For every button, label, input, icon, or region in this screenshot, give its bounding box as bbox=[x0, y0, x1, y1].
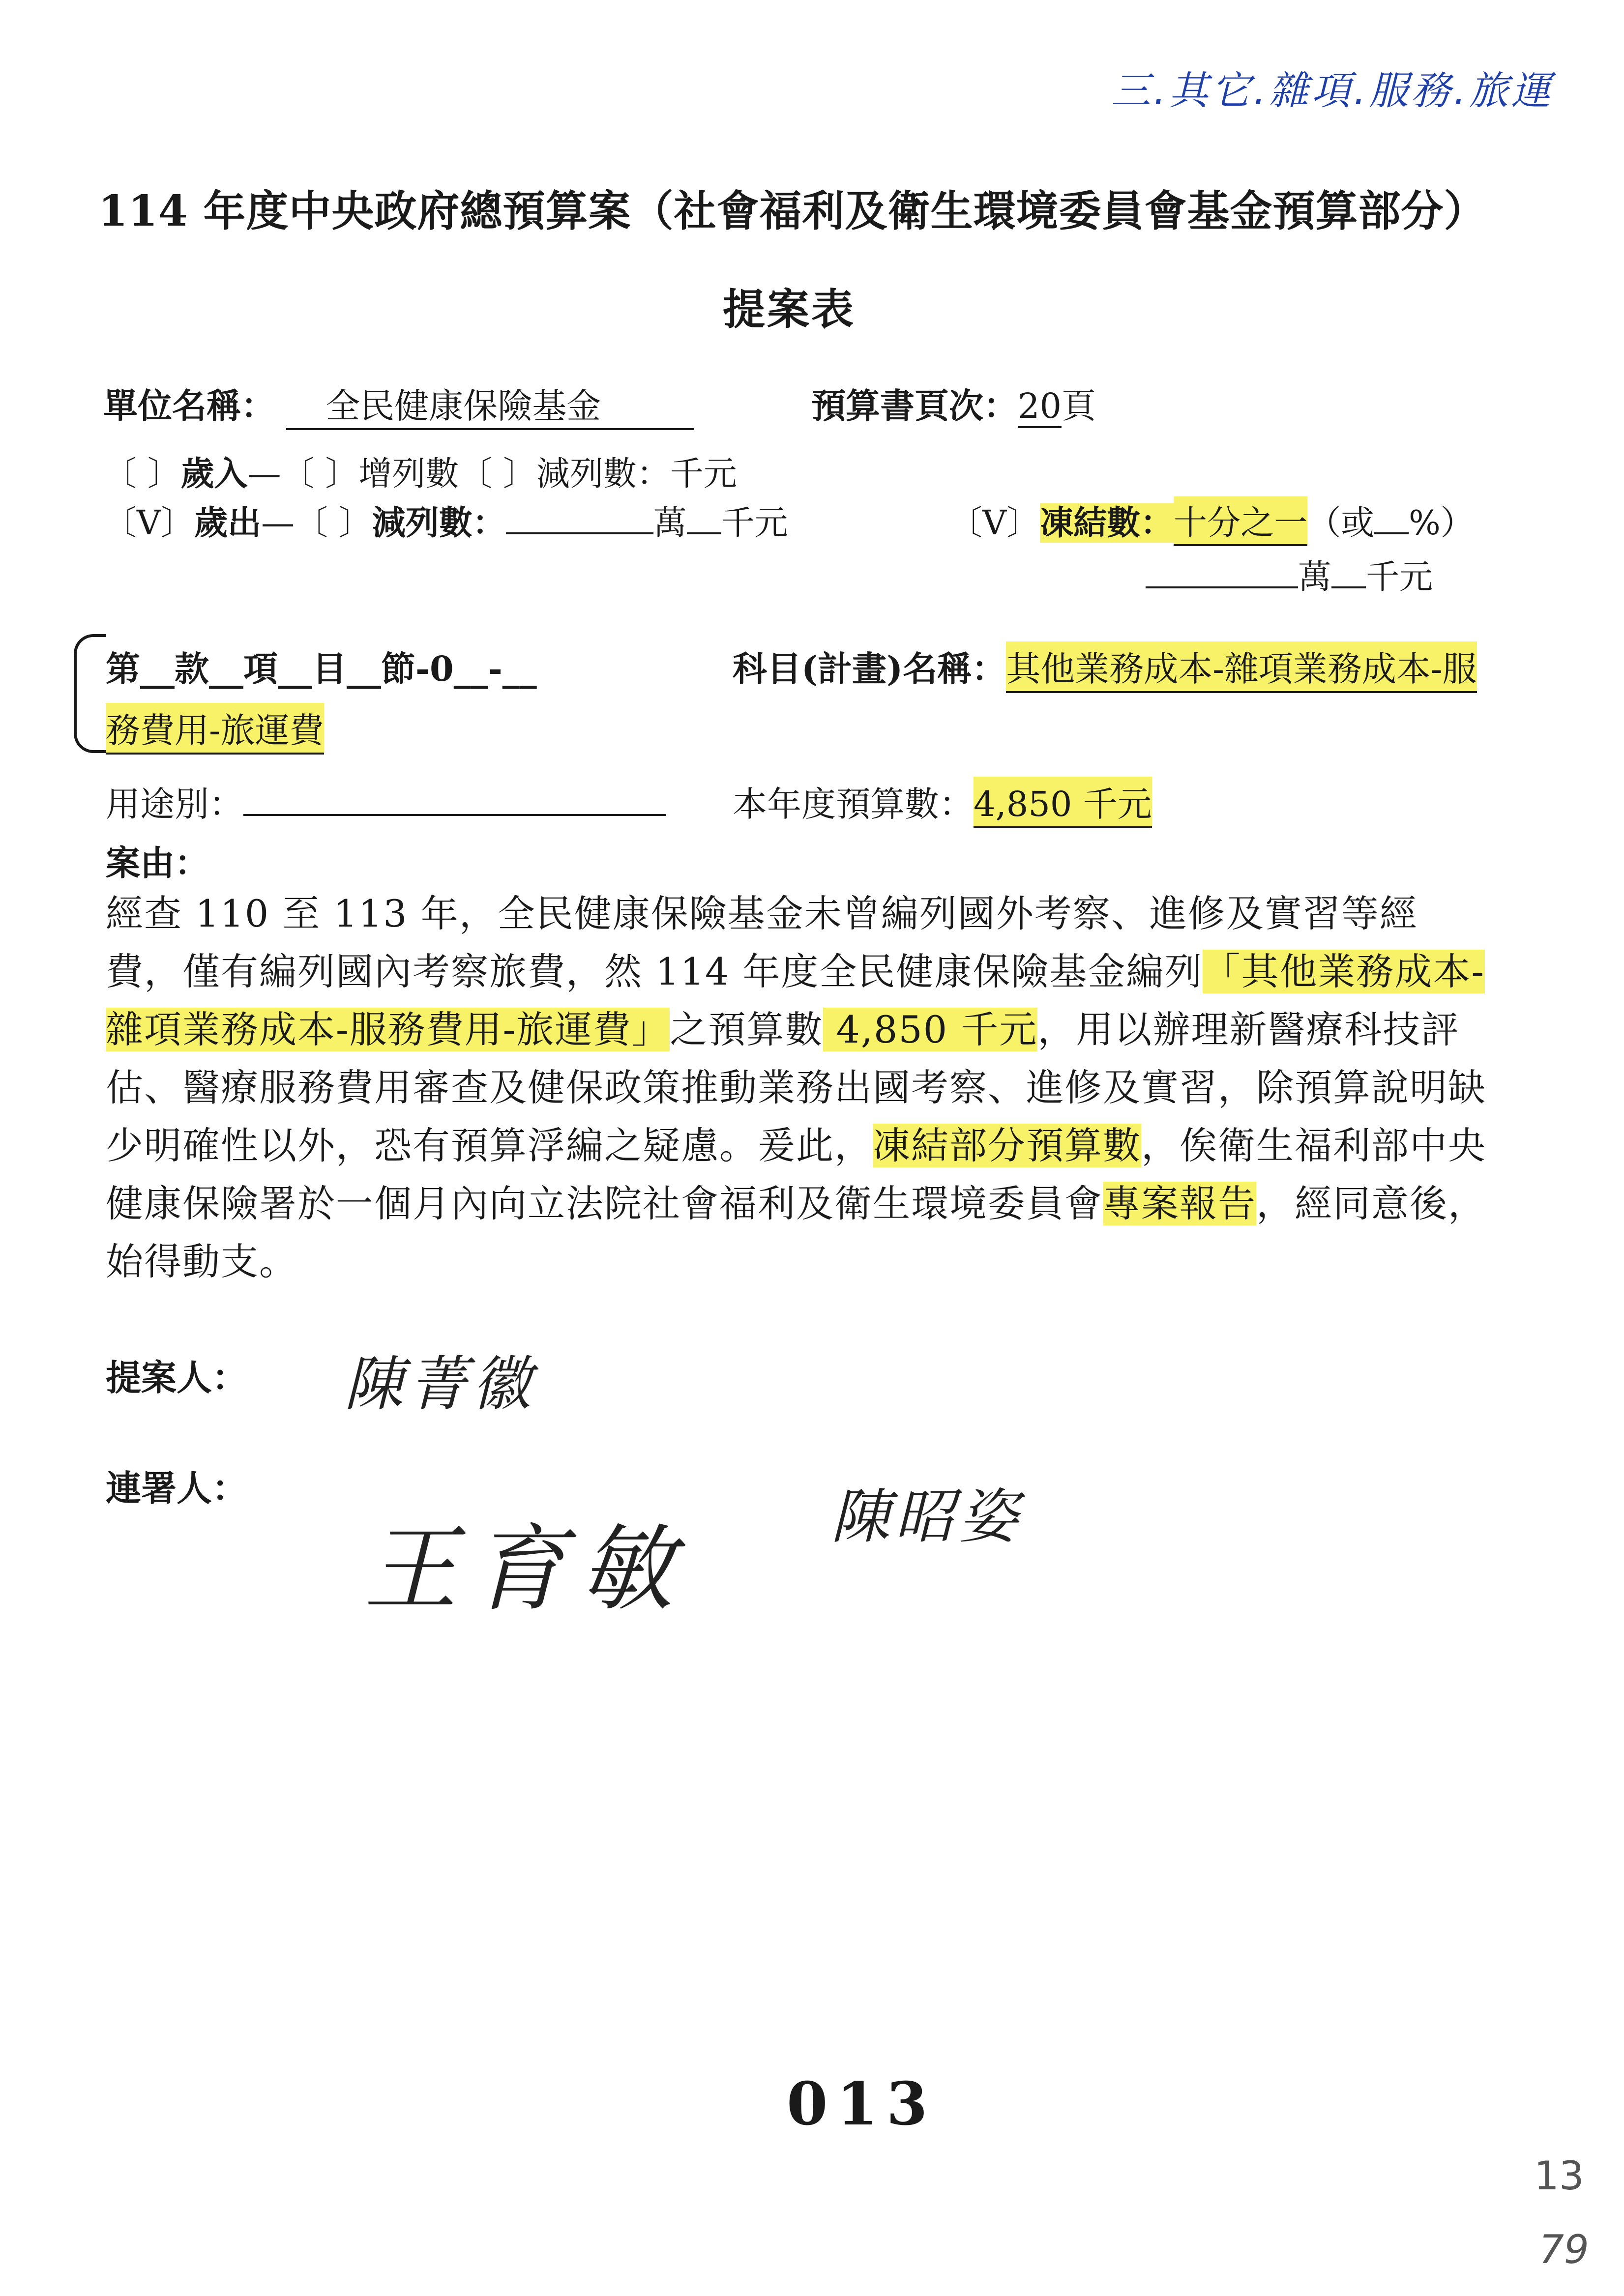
freeze-label: 凍結數： bbox=[1040, 503, 1174, 543]
freeze-percent-blank bbox=[1374, 502, 1409, 534]
freeze-line bbox=[949, 496, 1474, 546]
unit-value: 全民健康保險基金 bbox=[286, 378, 694, 430]
freeze-wan-blank bbox=[1146, 556, 1298, 588]
usage-label: 用途別： bbox=[106, 784, 243, 824]
freeze-percent: %） bbox=[1409, 504, 1474, 543]
reason-highlight-subject: 「其他業務成本-雜項業務成本-服務費用-旅運費」 bbox=[106, 950, 1485, 1051]
subject-label: 科目(計畫)名稱： bbox=[733, 648, 1006, 689]
freeze-or: （或 bbox=[1307, 504, 1375, 543]
budget-label: 本年度預算數： bbox=[733, 784, 974, 824]
freeze-wan-unit: 萬 bbox=[1298, 558, 1332, 597]
reason-paragraph bbox=[106, 885, 1492, 1291]
reason-highlight-amount: 4,850 千元 bbox=[823, 1008, 1038, 1051]
freeze-amount-line bbox=[1146, 551, 1433, 598]
budget-row bbox=[733, 777, 1152, 828]
page-ref-label: 預算書頁次： bbox=[811, 385, 1018, 426]
corner-note-a: 13 bbox=[1534, 2153, 1584, 2199]
subject-value-line2: 務費用-旅運費 bbox=[106, 703, 324, 755]
reason-label: 案由： bbox=[106, 843, 209, 883]
expense-line bbox=[103, 496, 788, 544]
revenue-line bbox=[103, 447, 737, 495]
usage-blank bbox=[243, 783, 666, 816]
reduce-qian-unit: 千元 bbox=[721, 504, 788, 543]
unit-label: 單位名稱： bbox=[103, 385, 275, 426]
document-title: 114 年度中央政府總預算案（社會福利及衛生環境委員會基金預算部分） bbox=[98, 186, 1487, 236]
document-subtitle: 提案表 bbox=[723, 285, 856, 334]
reason-part-3: 之預算數 bbox=[670, 1008, 824, 1051]
freeze-qian-unit: 千元 bbox=[1366, 558, 1433, 597]
reduce-label: 減列數： bbox=[372, 503, 506, 543]
reduce-wan-blank bbox=[506, 502, 653, 534]
expense-dash: —〔 〕 bbox=[261, 504, 372, 543]
page-number: 013 bbox=[787, 2069, 937, 2139]
subject-value-line1: 其他業務成本-雜項業務成本-服 bbox=[1006, 641, 1476, 693]
reason-highlight-freeze: 凍結部分預算數 bbox=[873, 1124, 1141, 1167]
cosigner-label: 連署人： bbox=[106, 1467, 248, 1509]
cosigner-signature-1: 王育敏 bbox=[364, 1515, 689, 1624]
reason-part-5: ，用以辦理新醫療科技評估、醫療服務費用審查及健保政策推動業務出國考察、進修及實習，除預算說明缺少明確性以外，恐有預算浮編之疑慮。爰此， bbox=[106, 1008, 1486, 1167]
revenue-label: 歲入 bbox=[180, 454, 248, 494]
revenue-checkbox: 〔 〕 bbox=[103, 455, 181, 494]
reduce-wan-unit: 萬 bbox=[653, 504, 687, 543]
proposer-signature: 陳菁徽 bbox=[344, 1350, 536, 1419]
page-ref-value: 20 bbox=[1018, 386, 1062, 428]
freeze-checkbox: 〔V〕 bbox=[949, 504, 1040, 543]
page-ref-row bbox=[811, 378, 1096, 428]
proposer-label: 提案人： bbox=[106, 1357, 248, 1398]
section-bracket bbox=[74, 634, 106, 753]
corner-note-b: 79 bbox=[1539, 2227, 1589, 2272]
subject-row bbox=[733, 641, 1477, 693]
usage-row bbox=[106, 777, 666, 826]
expense-checkbox: 〔V〕 bbox=[103, 504, 195, 543]
freeze-qian-blank bbox=[1331, 556, 1366, 588]
reduce-qian-blank bbox=[687, 502, 721, 534]
unit-row bbox=[103, 378, 694, 430]
cosigner-signature-2: 陳昭姿 bbox=[831, 1483, 1023, 1551]
budget-value: 4,850 千元 bbox=[974, 777, 1152, 828]
revenue-rest: —〔 〕增列數〔 〕減列數：千元 bbox=[247, 455, 737, 494]
section-line: 第__款__項__目__節-0__-__ bbox=[106, 648, 537, 689]
reason-part-1: 經查 110 至 113 年，全民健康保險基金未曾編列國外考察、進修及實習等經費，僅有編列國內考察旅費，然 114 年度全民健康保險基金編列 bbox=[106, 892, 1418, 993]
page-ref-suffix: 頁 bbox=[1062, 386, 1096, 426]
reason-highlight-report: 專案報告 bbox=[1103, 1182, 1256, 1225]
freeze-value: 十分之一 bbox=[1174, 496, 1307, 546]
handwritten-category-note: 三.其它.雜項.服務.旅運 bbox=[1111, 68, 1554, 114]
reason-part-9: ，經同意後，始得動支。 bbox=[106, 1182, 1486, 1283]
subject-continuation bbox=[106, 703, 324, 755]
expense-label: 歲出 bbox=[194, 503, 262, 543]
reason-part-7: ，俟衛生福利部中央健康保險署於一個月內向立法院社會福利及衛生環境委員會 bbox=[106, 1124, 1486, 1225]
